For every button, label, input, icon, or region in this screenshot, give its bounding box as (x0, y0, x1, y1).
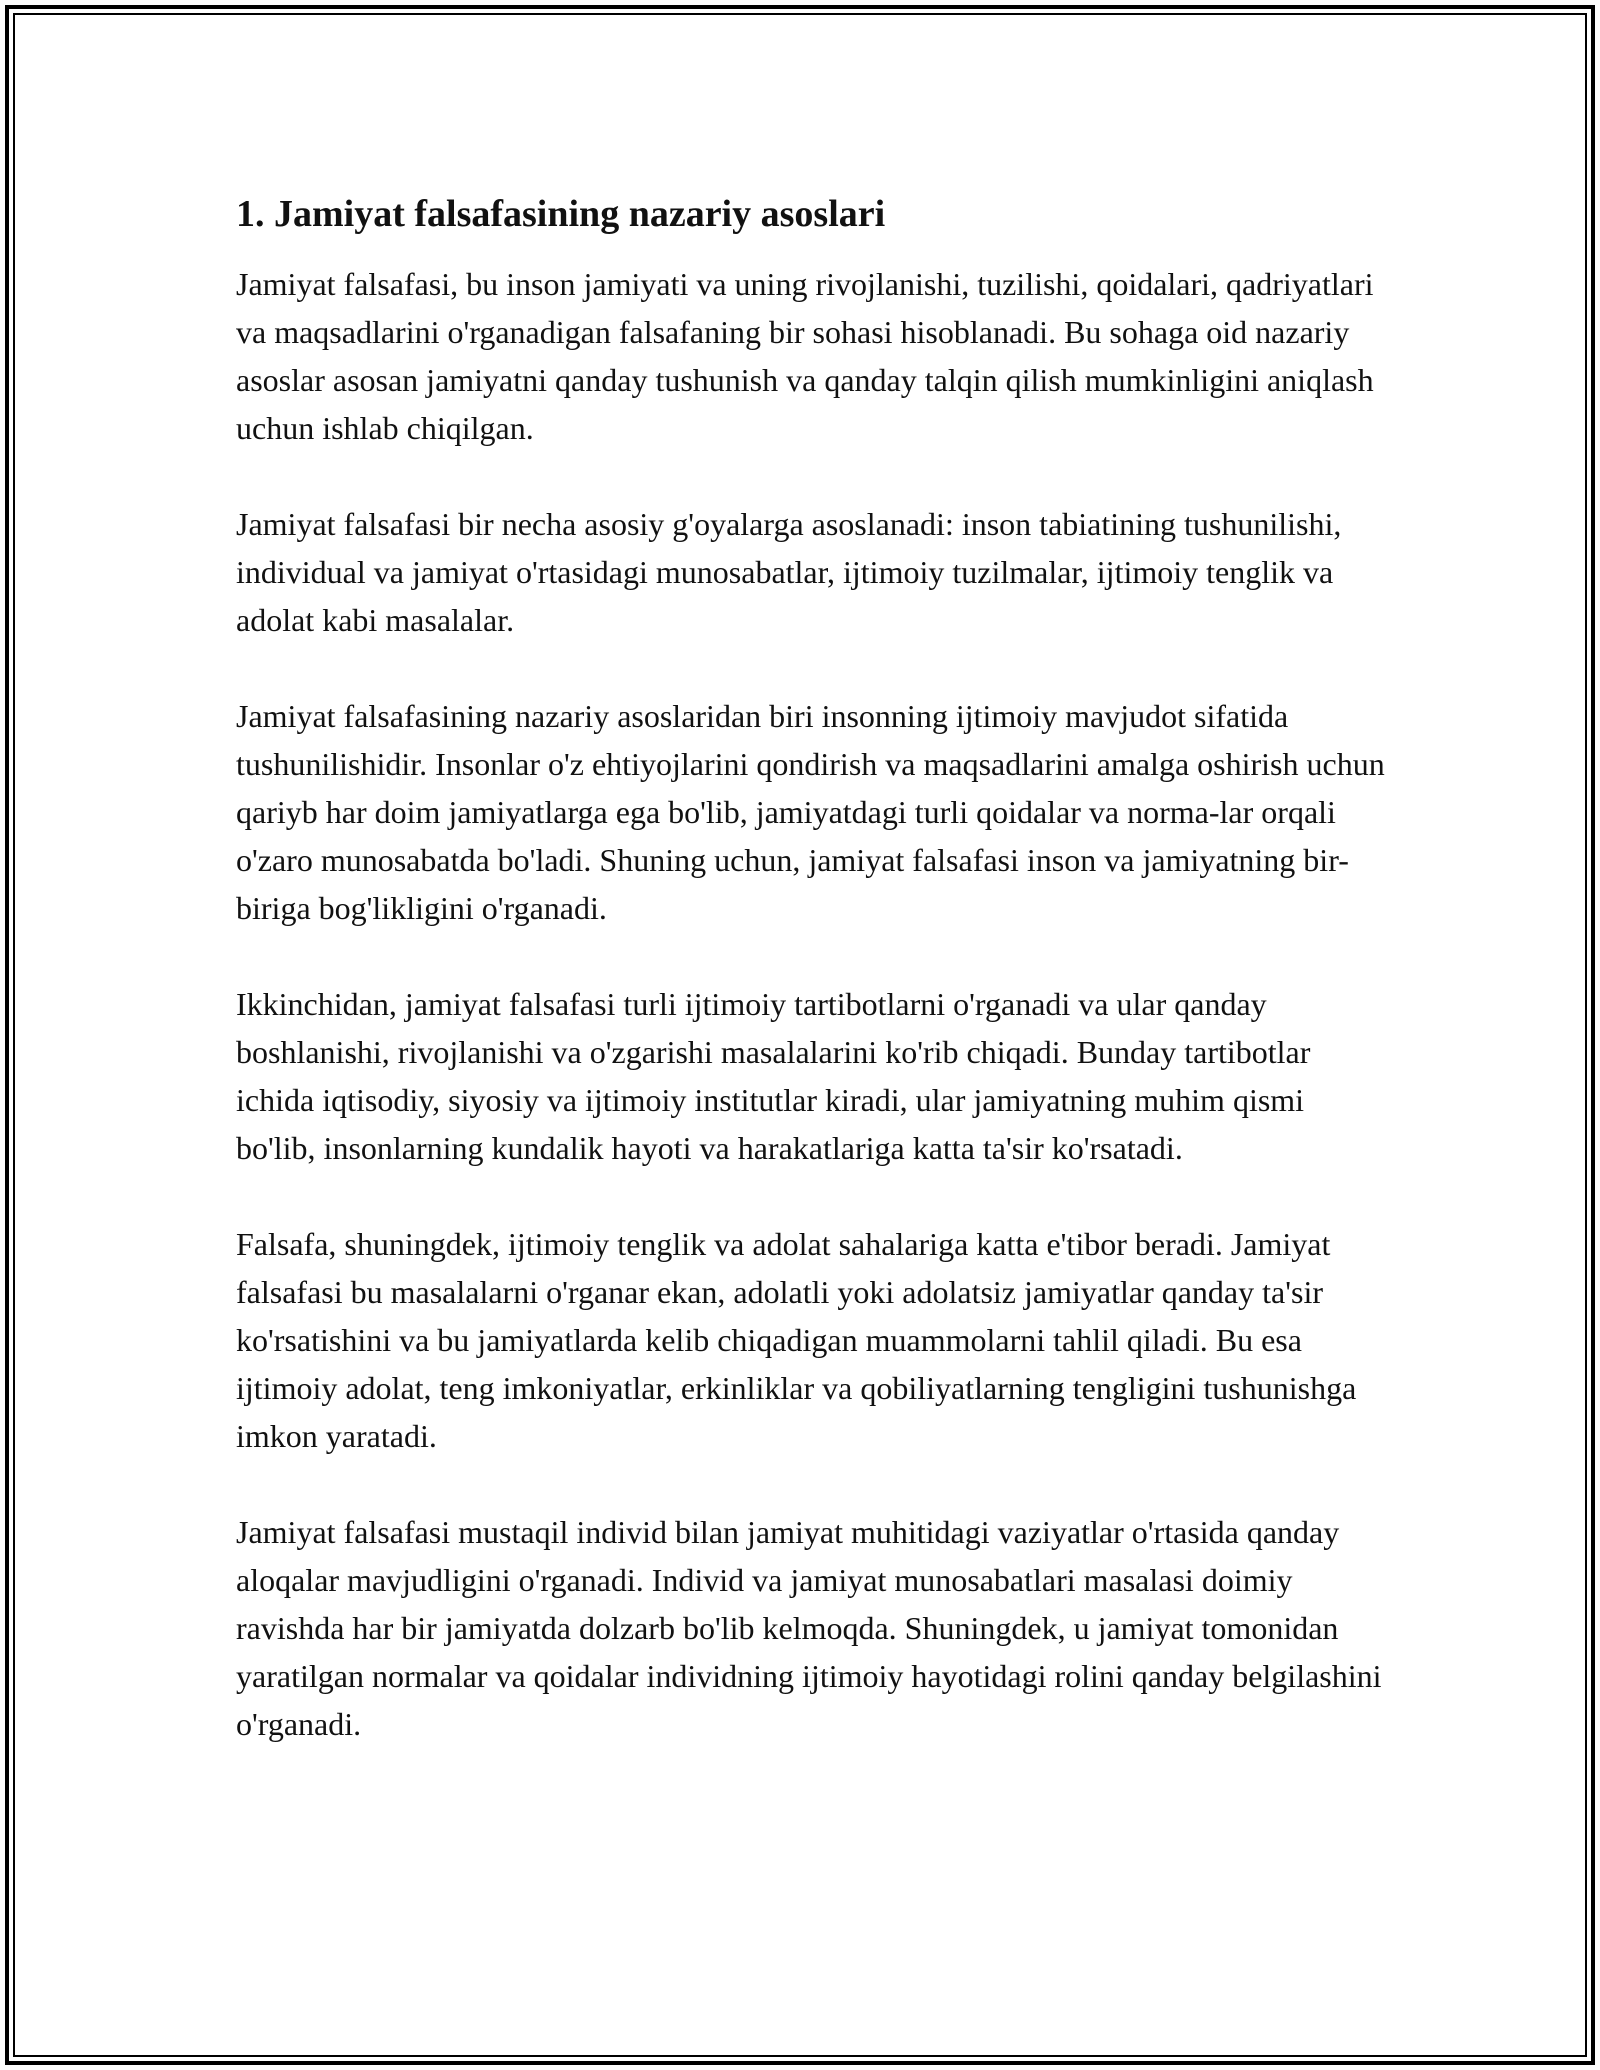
paragraph-2: Jamiyat falsafasi bir necha asosiy g'oyalarga asoslanadi: inson tabiatining tushunilishi, individual va jamiyat o'rtasidagi munosabatlar, ijtimoiy tuzilmalar, ijtimoiy tenglik va adolat kabi masalalar. (236, 506, 1342, 638)
document-body (236, 188, 1386, 1796)
paragraph-4: Ikkinchidan, jamiyat falsafasi turli ijtimoiy tartibotlarni o'rganadi va ular qanday boshlanishi, rivojlanishi va o'zgarishi masalalarini ko'rib chiqadi. Bunday tartibotlar ichida iqtisodiy, siyosiy va ijtimoiy institutlar kiradi, ular jamiyatning muhim qismi bo'lib, insonlarning kundalik hayoti va harakatlariga katta ta'sir ko'rsatadi. (236, 986, 1311, 1166)
paragraph-5: Falsafa, shuningdek, ijtimoiy tenglik va adolat sahalariga katta e'tibor beradi. Jamiyat falsafasi bu masalalarni o'rganar ekan, adolatli yoki adolatsiz jamiyatlar qanday ta'sir ko'rsatishini va bu jamiyatlarda kelib chiqadigan muammolarni tahlil qiladi. Bu esa ijtimoiy adolat, teng imkoniyatlar, erkinliklar va qobiliyatlarning tengligini tushunishga imkon yaratadi. (236, 1226, 1357, 1454)
paragraph-1: Jamiyat falsafasi, bu inson jamiyati va uning rivojlanishi, tuzilishi, qoidalari, qadriyatlari va maqsadlarini o'rganadigan falsafaning bir sohasi hisoblanadi. Bu sohaga oid nazariy asoslar asosan jamiyatni qanday tushunish va qanday talqin qilish mumkinligini aniqlash uchun ishlab chiqilgan. (236, 266, 1374, 446)
paragraph-6: Jamiyat falsafasi mustaqil individ bilan jamiyat muhitidagi vaziyatlar o'rtasida qanday aloqalar mavjudligini o'rganadi. Individ va jamiyat munosabatlari masalasi doimiy ravishda har bir jamiyatda dolzarb bo'lib kelmoqda. Shuningdek, u jamiyat tomonidan yaratilgan normalar va qoidalar individning ijtimoiy hayotidagi rolini qanday belgilashini o'rganadi. (236, 1514, 1382, 1742)
paragraph-3: Jamiyat falsafasining nazariy asoslaridan biri insonning ijtimoiy mavjudot sifatida tushunilishidir. Insonlar o'z ehtiyojlarini qondirish va maqsadlarini amalga oshirish uchun qariyb har doim jamiyatlarga ega bo'lib, jamiyatdagi turli qoidalar va norma-lar orqali o'zaro munosabatda bo'ladi. Shuning uchun, jamiyat falsafasi inson va jamiyatning bir-biriga bog'likligini o'rganadi. (236, 698, 1385, 926)
document-title: 1. Jamiyat falsafasining nazariy asoslari (236, 193, 886, 235)
